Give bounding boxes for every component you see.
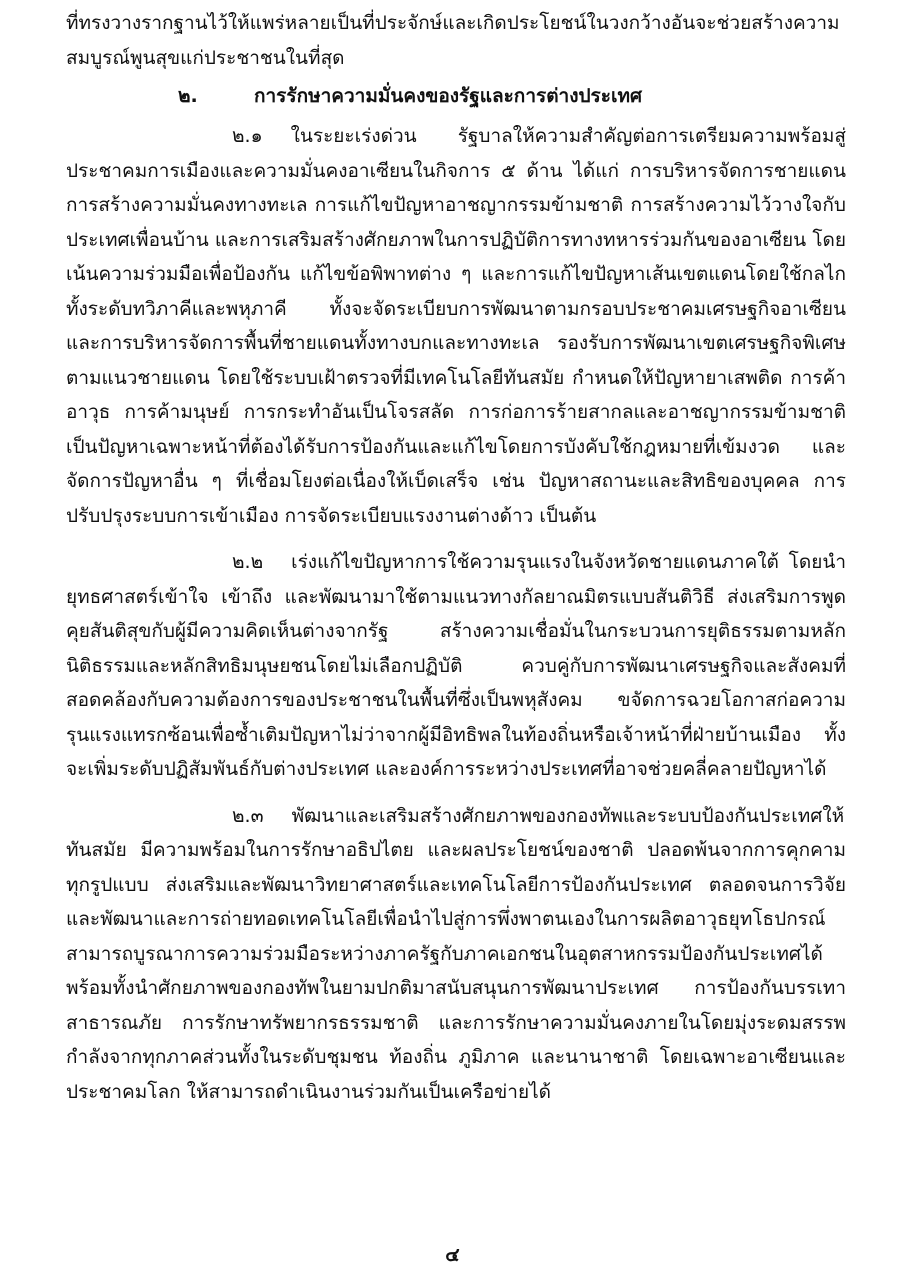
paragraph-2-2: [66, 545, 846, 787]
item-text: พัฒนาและเสริมสร้างศักยภาพของกองทัพและระบบป้องกันประเทศให้ทันสมัย มีความพร้อมในการรักษาอธิปไตย และผลประโยชน์ของชาติ ปลอดพ้นจากการคุกคามทุกรูปแบบ ส่งเสริมและพัฒนาวิทยาศาสตร์และเทคโนโลยีการป้องกันประเทศ ตลอดจนการวิจัยและพัฒนาและการถ่ายทอดเทคโนโลยีเพื่อนำไปสู่การพึ่งพาตนเองในการผลิตอาวุธยุทโธปกรณ์ สามารถบูรณาการความร่วมมือระหว่างภาครัฐกับภาคเอกชนในอุตสาหกรรมป้องกันประเทศได้ พร้อมทั้งนำศักยภาพของกองทัพในยามปกติมาสนับสนุนการพัฒนาประเทศ การป้องกันบรรเทาสาธารณภัย การรักษาทรัพยากรธรรมชาติ และการรักษาความมั่นคงภายในโดยมุ่งระดมสรรพกำลังจากทุกภาคส่วนทั้งในระดับชุมชน ท้องถิ่น ภูมิภาค และนานาชาติ โดยเฉพาะอาเซียนและประชาคมโลก ให้สามารถดำเนินงานร่วมกันเป็นเครือข่ายได้: [66, 804, 846, 1103]
item-text: เร่งแก้ไขปัญหาการใช้ความรุนแรงในจังหวัดชายแดนภาคใต้ โดยนำยุทธศาสตร์เข้าใจ เข้าถึง และพัฒนามาใช้ตามแนวทางกัลยาณมิตรแบบสันติวิธี ส่งเสริมการพูดคุยสันติสุขกับผู้มีความคิดเห็นต่างจากรัฐ สร้างความเชื่อมั่นในกระบวนการยุติธรรมตามหลักนิติธรรมและหลักสิทธิมนุษยชนโดยไม่เลือกปฏิบัติ ควบคู่กับการพัฒนาเศรษฐกิจและสังคมที่สอดคล้องกับความต้องการของประชาชนในพื้นที่ซึ่งเป็นพหุสังคม ขจัดการฉวยโอกาสก่อความรุนแรงแทรกซ้อนเพื่อซ้ำเติมปัญหาไม่ว่าจากผู้มีอิทธิพลในท้องถิ่นหรือเจ้าหน้าที่ฝ่ายบ้านเมือง ทั้งจะเพิ่มระดับปฏิสัมพันธ์กับต่างประเทศ และองค์การระหว่างประเทศที่อาจช่วยคลี่คลายปัญหาได้: [66, 551, 846, 780]
item-number: ๒.๓: [232, 804, 264, 827]
item-number: ๒.๒: [232, 551, 264, 573]
continuation-paragraph: ที่ทรงวางรากฐานไว้ให้แพร่หลายเป็นที่ประจักษ์และเกิดประโยชน์ในวงกว้างอันจะช่วยสร้างความสมบูรณ์พูนสุขแก่ประชาชนในที่สุด: [66, 12, 840, 69]
page-content: [66, 6, 846, 1109]
section-title: การรักษาความมั่นคงของรัฐและการต่างประเทศ: [254, 85, 643, 107]
item-number: ๒.๑: [232, 125, 263, 147]
item-text: ในระยะเร่งด่วน รัฐบาลให้ความสำคัญต่อการเตรียมความพร้อมสู่ประชาคมการเมืองและความมั่นคงอาเซียนในกิจการ ๕ ด้าน ได้แก่ การบริหารจัดการชายแดน การสร้างความมั่นคงทางทะเล การแก้ไขปัญหาอาชญากรรมข้ามชาติ การสร้างความไว้วางใจกับประเทศเพื่อนบ้าน และการเสริมสร้างศักยภาพในการปฏิบัติการทางทหารร่วมกันของอาเซียน โดยเน้นความร่วมมือเพื่อป้องกัน แก้ไขข้อพิพาทต่าง ๆ และการแก้ไขปัญหาเส้นเขตแดนโดยใช้กลไกทั้งระดับทวิภาคีและพหุภาคี ทั้งจะจัดระเบียบการพัฒนาตามกรอบประชาคมเศรษฐกิจอาเซียน และการบริหารจัดการพื้นที่ชายแดนทั้งทางบกและทางทะเล รองรับการพัฒนาเขตเศรษฐกิจพิเศษตามแนวชายแดน โดยใช้ระบบเฝ้าตรวจที่มีเทคโนโลยีทันสมัย กำหนดให้ปัญหายาเสพติด การค้าอาวุธ การค้ามนุษย์ การกระทำอันเป็นโจรสลัด การก่อการร้ายสากลและอาชญากรรมข้ามชาติ เป็นปัญหาเฉพาะหน้าที่ต้องได้รับการป้องกันและแก้ไขโดยการบังคับใช้กฎหมายที่เข้มงวด และจัดการปัญหาอื่น ๆ ที่เชื่อมโยงต่อเนื่องให้เบ็ดเสร็จ เช่น ปัญหาสถานะและสิทธิของบุคคล การปรับปรุงระบบการเข้าเมือง การจัดระเบียบแรงงานต่างด้าว เป็นต้น: [66, 125, 846, 527]
paragraph-2-3: [66, 799, 846, 1110]
section-number: ๒.: [178, 85, 198, 107]
page-number: ๔: [445, 1244, 460, 1266]
section-heading: [66, 79, 846, 113]
paragraph-2-1: [66, 119, 846, 533]
